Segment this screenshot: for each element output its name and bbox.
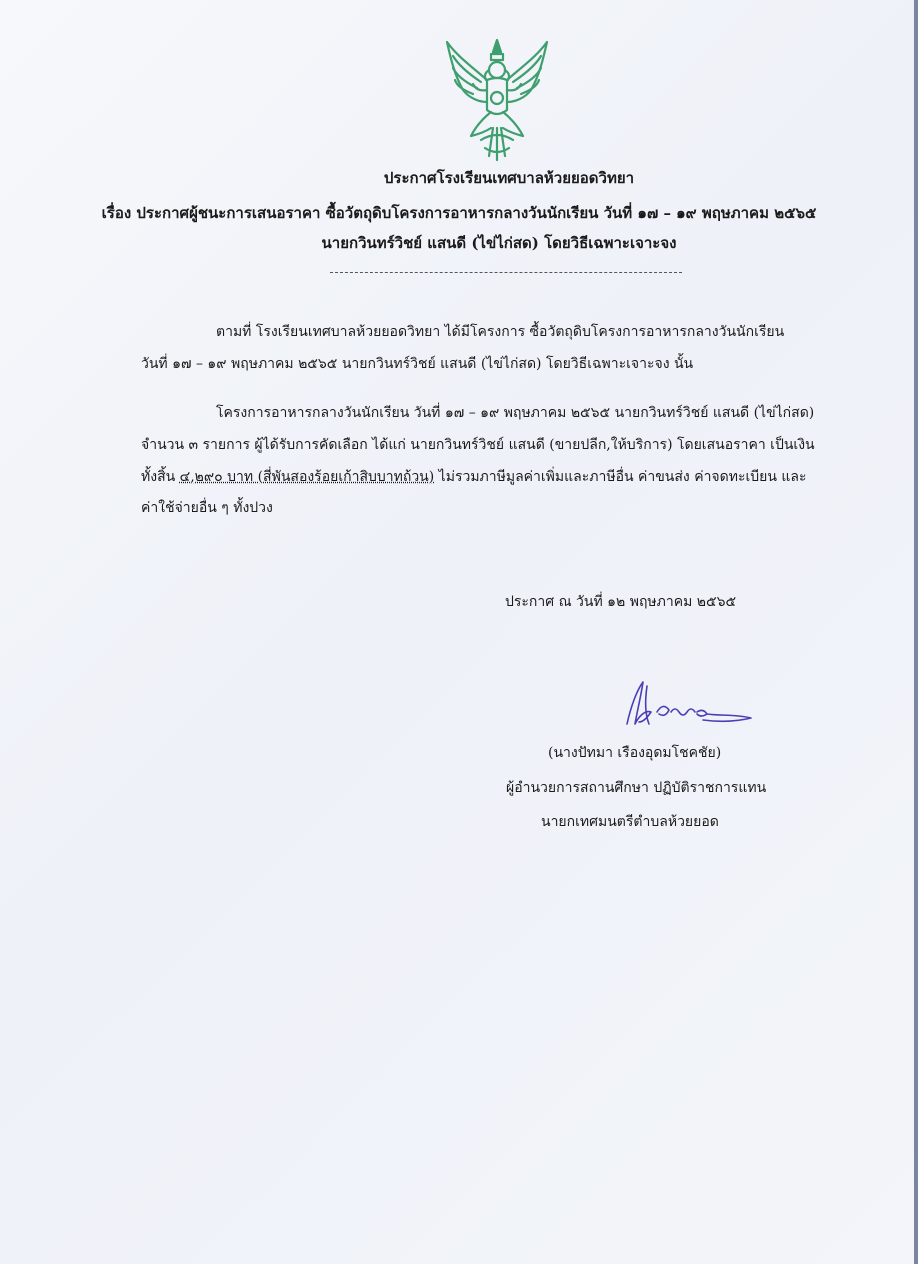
- signatory-name: (นางปัทมา เรืองอุดมโชคชัย): [548, 745, 722, 761]
- announcement-title: ประกาศโรงเรียนเทศบาลห้วยยอดวิทยา: [383, 169, 635, 187]
- paragraph-2-line-1: โครงการอาหารกลางวันนักเรียน วันที่ ๑๗ – ๑๙ พฤษภาคม ๒๕๖๕ นายกวินทร์วิชย์ แสนดี (ไข่ไก่สด): [216, 405, 815, 421]
- announcement-date: ประกาศ ณ วันที่ ๑๒ พฤษภาคม ๒๕๖๕: [505, 594, 737, 610]
- paragraph-2-line-3: [141, 467, 807, 487]
- paragraph-1-line-2: วันที่ ๑๗ – ๑๙ พฤษภาคม ๒๕๖๕ นายกวินทร์วิชย์ แสนดี (ไข่ไก่สด) โดยวิธีเฉพาะเจาะจง นั้น: [141, 356, 694, 372]
- total-amount: ๔,๒๙๐ บาท (สี่พันสองร้อยเก้าสิบบาทถ้วน): [179, 469, 435, 485]
- signatory-on-behalf: นายกเทศมนตรีตำบลห้วยยอด: [541, 814, 719, 830]
- announcement-subject: เรื่อง ประกาศผู้ชนะการเสนอราคา ซื้อวัตถุดิบโครงการอาหารกลางวันนักเรียน วันที่ ๑๗ – ๑๙ พฤษภาคม ๒๕๖๕: [101, 204, 817, 222]
- amount-suffix: ไม่รวมภาษีมูลค่าเพิ่มและภาษีอื่น ค่าขนส่ง ค่าจดทะเบียน และ: [434, 469, 807, 485]
- announcement-subject-continued: นายกวินทร์วิชย์ แสนดี (ไข่ไก่สด) โดยวิธีเฉพาะเจาะจง: [321, 234, 677, 252]
- paragraph-1-line-1: ตามที่ โรงเรียนเทศบาลห้วยยอดวิทยา ได้มีโครงการ ซื้อวัตถุดิบโครงการอาหารกลางวันนักเรียน: [216, 324, 785, 340]
- signatory-position: ผู้อำนวยการสถานศึกษา ปฏิบัติราชการแทน: [506, 780, 767, 796]
- paragraph-2-line-2: จำนวน ๓ รายการ ผู้ได้รับการคัดเลือก ได้แก่ นายกวินทร์วิชย์ แสนดี (ขายปลีก,ให้บริการ) โดยเสนอราคา เป็นเงิน: [141, 437, 815, 453]
- garuda-emblem-icon: [441, 36, 553, 164]
- signature-icon: [617, 676, 757, 732]
- page-edge: [914, 0, 918, 1264]
- divider: [330, 272, 682, 273]
- amount-prefix: ทั้งสิ้น: [141, 469, 180, 485]
- paragraph-2-line-4: ค่าใช้จ่ายอื่น ๆ ทั้งปวง: [141, 500, 273, 516]
